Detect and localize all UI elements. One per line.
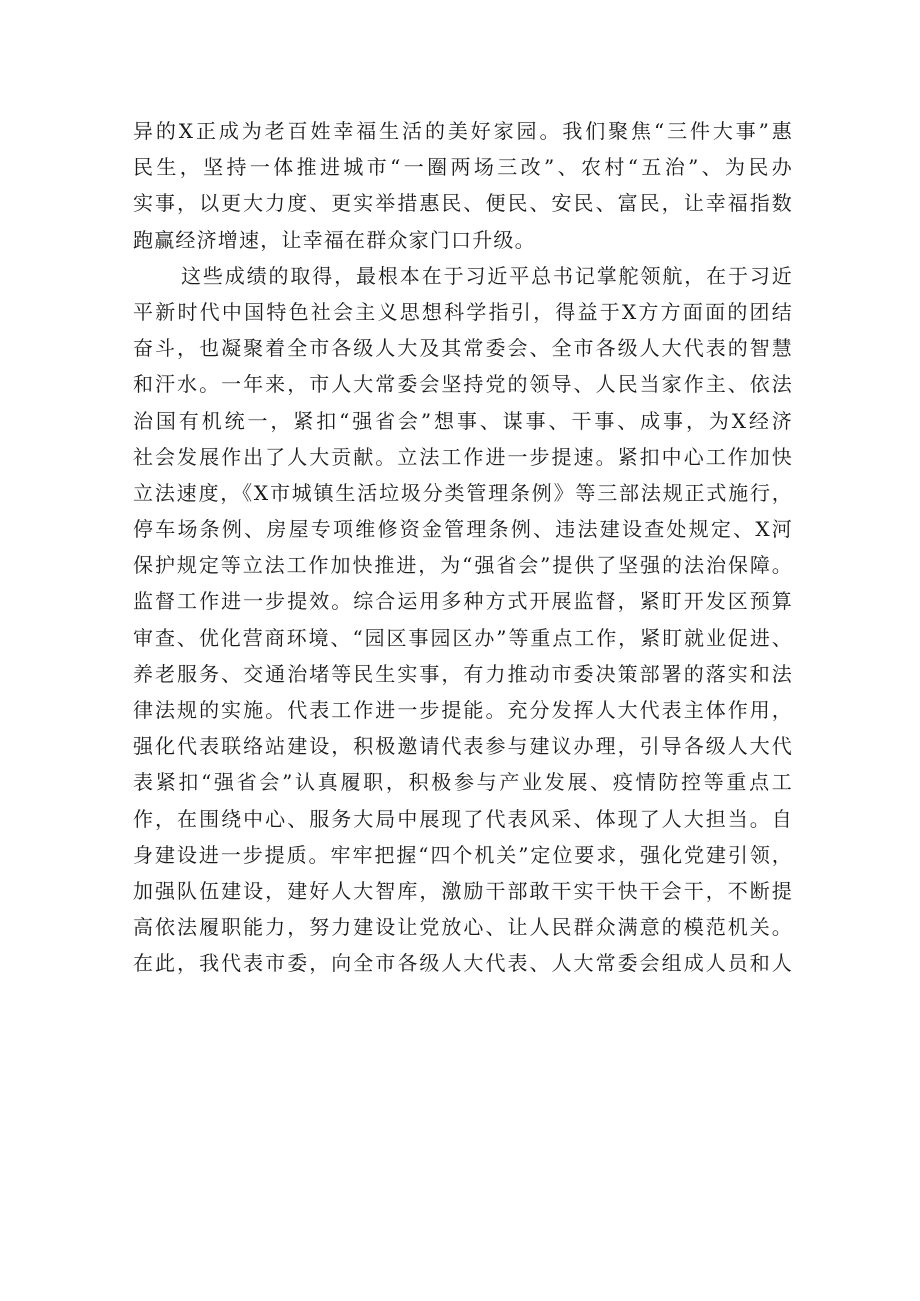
- text-line: 跑赢经济增速，让幸福在群众家门口升级。: [133, 227, 536, 252]
- text-line: 养老服务、交通治堵等民生实事，有力推动市委决策部署的落实和法: [133, 661, 793, 686]
- text-line: 异的X正成为老百姓幸福生活的美好家园。我们聚焦“三件大事”惠: [133, 119, 793, 143]
- text-line: 加强队伍建设，建好人大智库，激励干部敢干实干快干会干，不断提: [133, 878, 793, 903]
- text-line: 律法规的实施。代表工作进一步提能。充分发挥人大代表主体作用，: [133, 698, 793, 722]
- text-line: 治国有机统一，紧扣“强省会”想事、谋事、干事、成事，为X经济: [133, 408, 793, 433]
- text-line: 停车场条例、房屋专项维修资金管理条例、违法建设查处规定、X河: [133, 517, 793, 542]
- text-line: 和汗水。一年来，市人大常委会坚持党的领导、人民当家作主、依法: [133, 372, 793, 397]
- text-line: 强化代表联络站建设，积极邀请代表参与建议办理，引导各级人大代: [133, 734, 793, 759]
- text-line: 身建设进一步提质。牢牢把握“四个机关”定位要求，强化党建引领，: [133, 842, 793, 867]
- text-line: 高依法履职能力，努力建设让党放心、让人民群众满意的模范机关。: [133, 915, 793, 940]
- text-line: 立法速度，《X市城镇生活垃圾分类管理条例》等三部法规正式施行，: [133, 480, 793, 505]
- document-body: [133, 113, 793, 982]
- text-line: 作，在围绕中心、服务大局中展现了代表风采、体现了人大担当。自: [133, 806, 793, 831]
- text-line: 审查、优化营商环境、“园区事园区办”等重点工作，紧盯就业促进、: [133, 625, 793, 650]
- text-line: 实事，以更大力度、更实举措惠民、便民、安民、富民，让幸福指数: [133, 191, 793, 216]
- text-line: 保护规定等立法工作加快推进，为“强省会”提供了坚强的法治保障。: [133, 553, 793, 578]
- text-line: 奋斗，也凝聚着全市各级人大及其常委会、全市各级人大代表的智慧: [133, 336, 793, 361]
- text-line: 社会发展作出了人大贡献。立法工作进一步提速。紧扣中心工作加快: [133, 444, 793, 469]
- text-line: 这些成绩的取得，最根本在于习近平总书记掌舵领航，在于习近: [181, 263, 793, 288]
- text-line: 监督工作进一步提效。综合运用多种方式开展监督，紧盯开发区预算: [133, 589, 793, 614]
- text-line: 在此，我代表市委，向全市各级人大代表、人大常委会组成人员和人: [133, 951, 793, 976]
- paragraph-2: [133, 258, 793, 982]
- text-line: 民生，坚持一体推进城市“一圈两场三改”、农村“五治”、为民办: [133, 155, 793, 180]
- paragraph-1: [133, 113, 793, 258]
- text-line: 平新时代中国特色社会主义思想科学指引，得益于X方方面面的团结: [133, 299, 793, 324]
- text-line: 表紧扣“强省会”认真履职，积极参与产业发展、疫情防控等重点工: [133, 770, 793, 795]
